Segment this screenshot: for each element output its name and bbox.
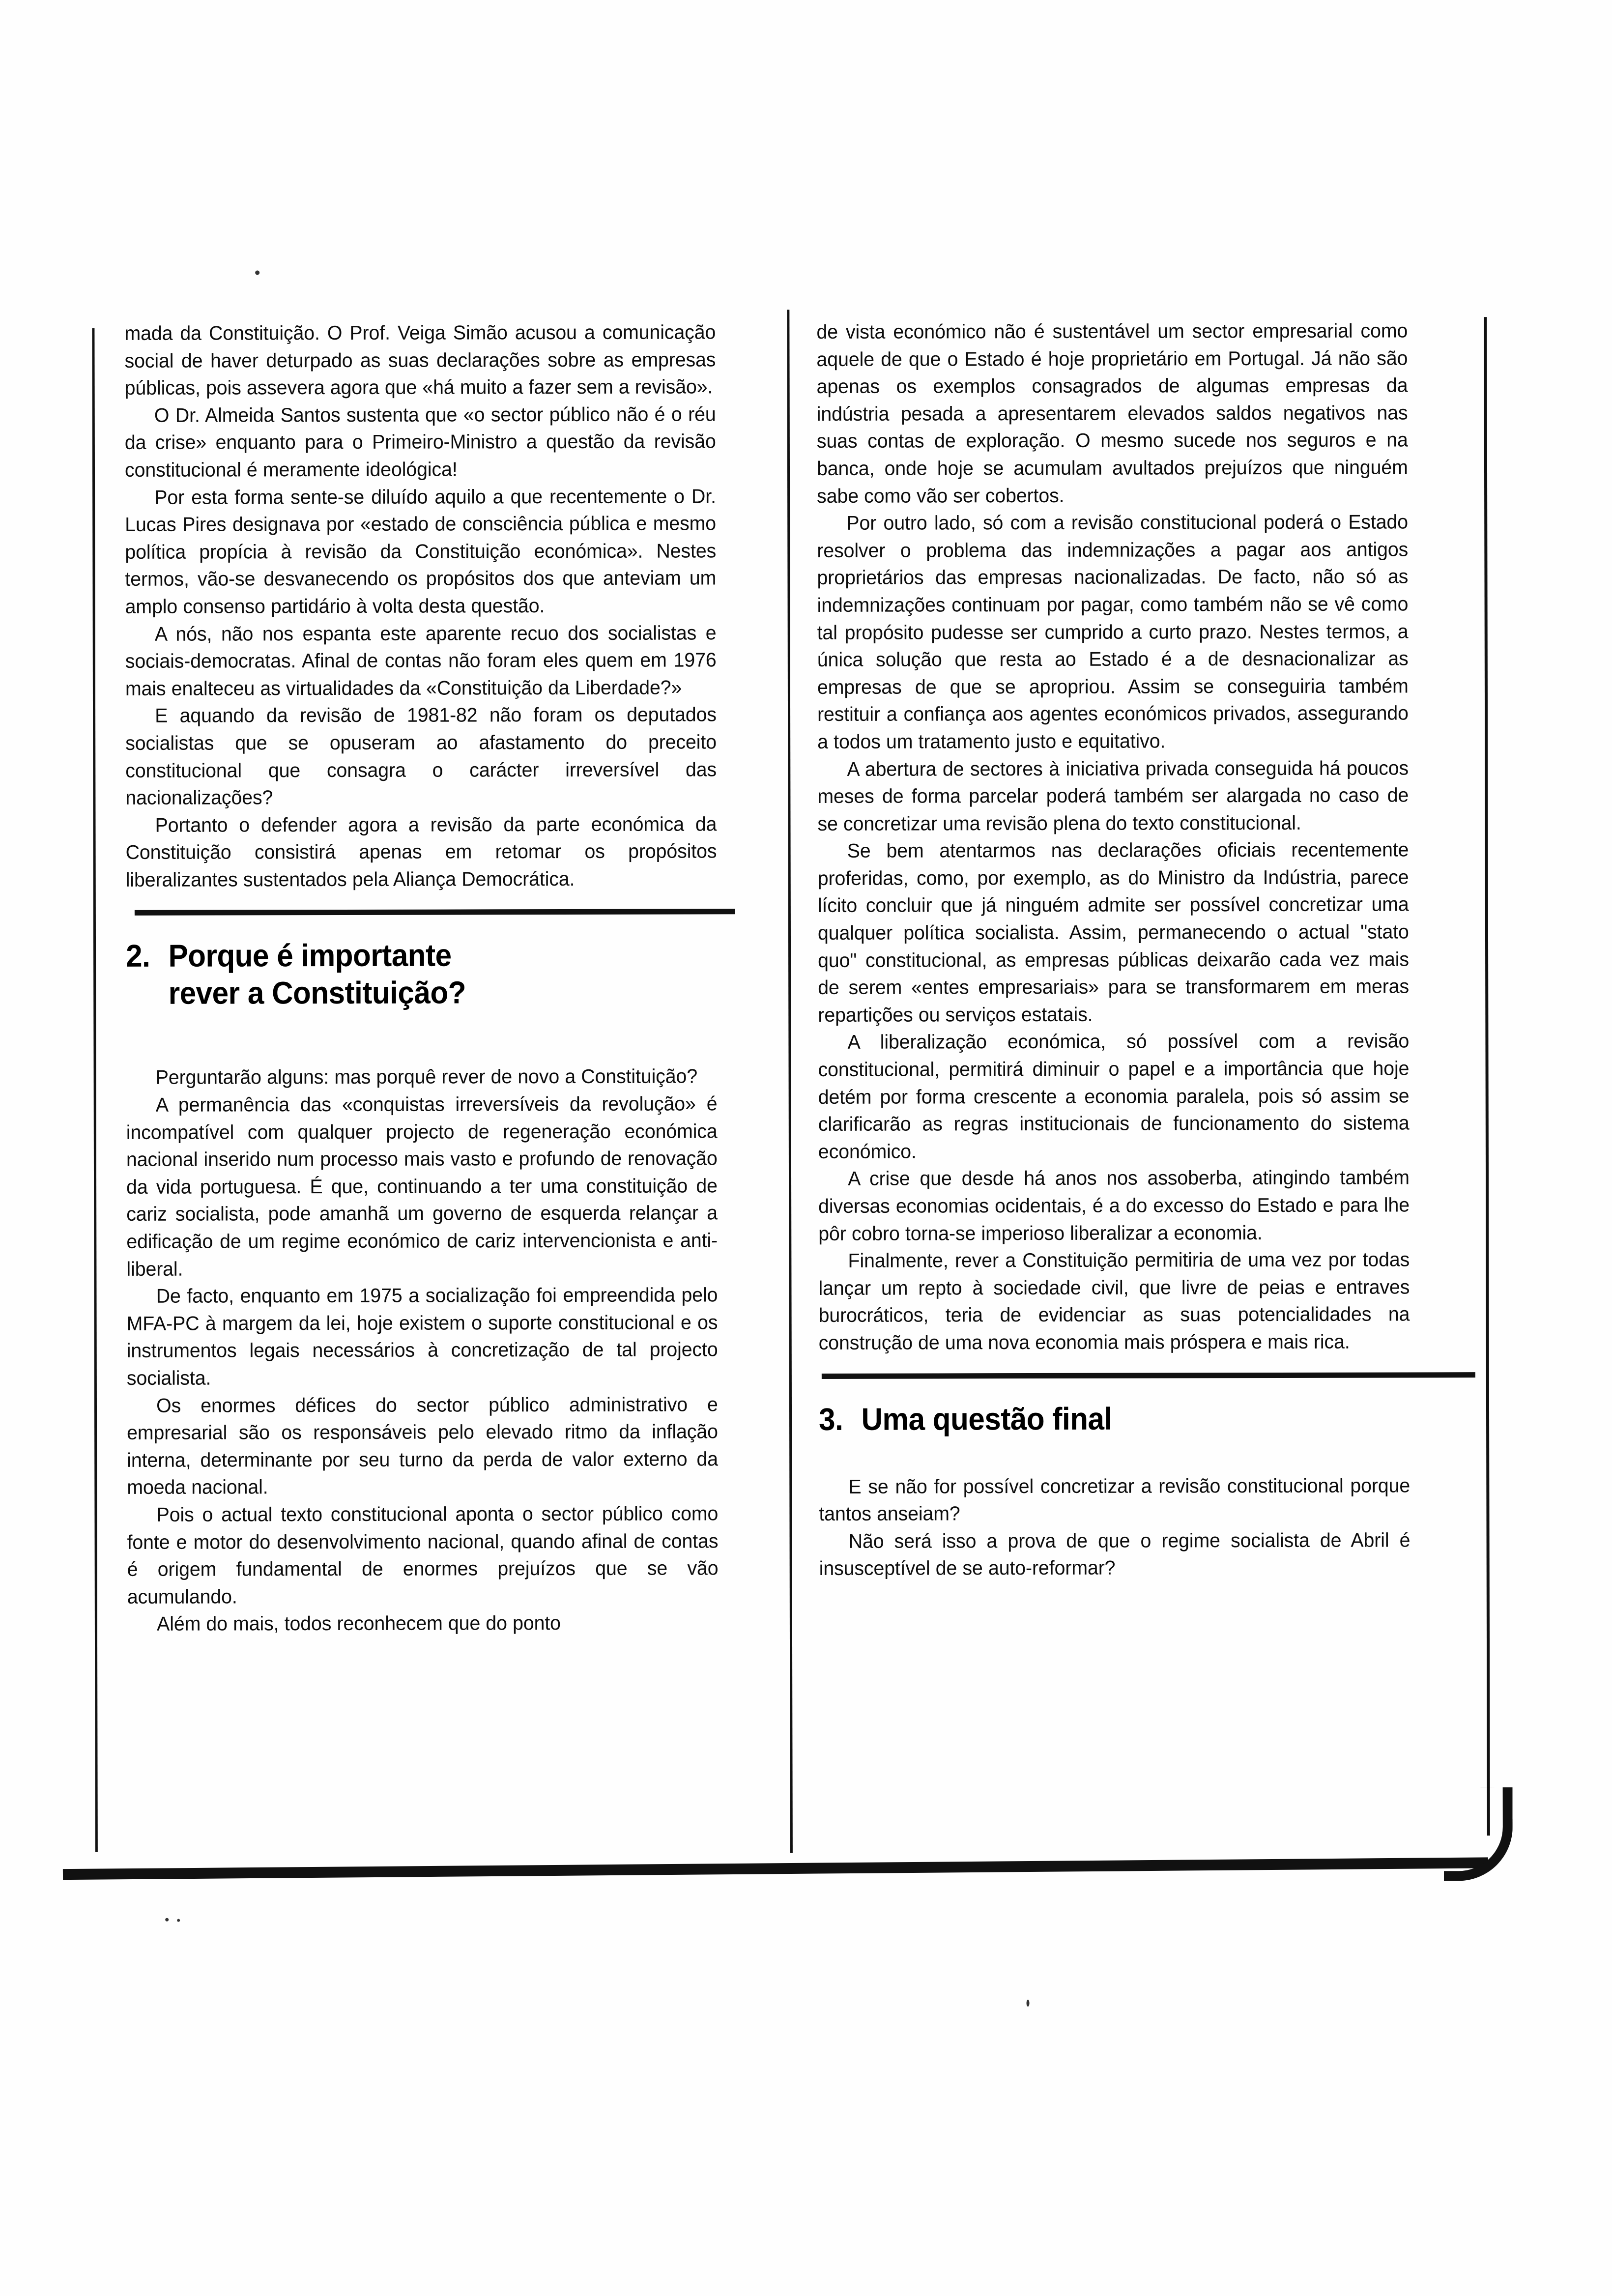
- paragraph: de vista económico não é sustentável um sector empresarial como aquele de que o Estado é hoje proprietário em Portugal. Já não são apenas os exemplos consagrados de algumas empresas da indústria pesada a apresentarem elevados saldos negativos nas suas contas de exploração. O mesmo sucede nos seguros e na banca, onde hoje se acumulam avultados prejuízos que ninguém sabe como vão ser cobertos.: [816, 319, 1408, 507]
- paragraph: De facto, enquanto em 1975 a socialização foi empreendida pelo MFA-PC à margem da lei, hoje existem o suporte constitucional e os instrumentos legais necessários à concretização de tal projecto socialista.: [126, 1283, 718, 1389]
- page-left-border-rule: [92, 328, 97, 1852]
- paragraph: Se bem atentarmos nas declarações oficiais recentemente proferidas, como, por exemplo, as do Ministro da Indústria, parece lícito concluir que já ninguém admite ser possível concretizar uma qualquer política socialista. Assim, permanecendo o actual "stato quo" constitucional, as empresas públicas deixarão cada vez mais de serem «entes empresariais» para se transformarem em meras repartições ou serviços estatais.: [817, 838, 1410, 1026]
- paragraph: mada da Constituição. O Prof. Veiga Simão acusou a comunicação social de haver deturpado as suas declarações sobre as empresas públicas, pois assevera agora que «há muito a fazer sem a revisão».: [124, 320, 716, 400]
- section-3-title-line-1: Uma questão final: [861, 1401, 1112, 1437]
- paragraph: Por esta forma sente-se diluído aquilo a que recentemente o Dr. Lucas Pires designava por «estado de consciência pública e mesmo política propícia à revisão da Constituição económica». Nestes termos, vão-se desvanecendo os propósitos dos que anteviam um amplo consenso partidário à volta desta questão.: [125, 484, 717, 618]
- section-divider-rule: [135, 909, 735, 916]
- paragraph: E aquando da revisão de 1981-82 não foram os deputados socialistas que se opuseram ao afastamento do preceito constitucional que consagra o carácter irreversível das nacionalizações?: [125, 703, 717, 809]
- section-2-title-line-2: rever a Constituição?: [168, 975, 466, 1011]
- paragraph: Por outro lado, só com a revisão constitucional poderá o Estado resolver o problema das indemnizações a pagar aos antigos proprietários das empresas nacionalizadas. De facto, não só as indemnizações continuam por pagar, como também não se vê como tal propósito pudesse ser cumprido a curto prazo. Nestes termos, a única solução que resta ao Estado é a de desnacionalizar as empresas de que se apropriou. Assim se conseguiria também restituir a confiança aos agentes económicos privados, assegurando a todos um tratamento justo e equitativo.: [817, 510, 1409, 753]
- paragraph: Pois o actual texto constitucional aponta o sector público como fonte e motor do desenvolvimento nacional, quando afinal de contas é origem fundamental de enormes prejuízos que se vão acumulando.: [127, 1502, 719, 1608]
- paragraph: A crise que desde há anos nos assoberba, atingindo também diversas economias ocidentais, é a do excesso do Estado e para lhe pôr cobro torna-se imperioso liberalizar a economia.: [818, 1166, 1410, 1245]
- paragraph: O Dr. Almeida Santos sustenta que «o sector público não é o réu da crise» enquanto para o Primeiro-Ministro a questão da revisão constitucional é meramente ideológica!: [124, 402, 716, 481]
- paragraph: Não será isso a prova de que o regime socialista de Abril é insusceptível de se auto-reformar?: [819, 1528, 1410, 1580]
- paragraph: Os enormes défices do sector público administrativo e empresarial são os responsáveis pelo elevado ritmo da inflação interna, determinante por seu turno da perda de valor externo da moeda nacional.: [127, 1392, 719, 1499]
- scan-speck: [1027, 2000, 1030, 2007]
- page-right-border-rule: [1484, 317, 1490, 1836]
- paragraph: Portanto o defender agora a revisão da parte económica da Constituição consistirá apenas em retomar os propósitos liberalizantes sustentados pela Aliança Democrática.: [125, 812, 717, 891]
- paragraph: E se não for possível concretizar a revisão constitucional porque tantos anseiam?: [819, 1473, 1410, 1525]
- left-text-column: [124, 318, 737, 1638]
- scan-speck: [177, 1919, 180, 1922]
- page-bottom-rule: [63, 1857, 1488, 1880]
- section-2-heading: [126, 936, 699, 1012]
- section-2-title-line-1: Porque é importante: [168, 937, 452, 974]
- scan-speck: [255, 270, 259, 275]
- paragraph: Além do mais, todos reconhecem que do ponto: [157, 1611, 561, 1636]
- column-divider-rule: [787, 310, 793, 1853]
- paragraph: A liberalização económica, só possível com a revisão constitucional, permitirá diminuir o papel e a importância que hoje detém por forma crescente a economia paralela, pois só assim se clarificarão as regras institucionais de funcionamento do sistema económico.: [818, 1029, 1410, 1163]
- paragraph: A abertura de sectores à iniciativa privada conseguida há poucos meses de forma parcelar poderá também ser alargada no caso de se concretizar uma revisão plena do texto constitucional.: [817, 756, 1409, 835]
- page-bottom-right-corner-rule: [1444, 1787, 1513, 1881]
- paragraph: A permanência das «conquistas irreversíveis da revolução» é incompatível com qualquer projecto de regeneração económica nacional inserido num processo mais vasto e profundo de renovação da vida portuguesa. É que, continuando a ter uma constituição de cariz socialista, pode amanhã um governo de esquerda relançar a edificação de um regime económico de cariz intervencionista e anti-liberal.: [126, 1092, 718, 1280]
- paragraph: A nós, não nos espanta este aparente recuo dos socialistas e sociais-democratas. Afinal de contas não foram eles quem em 1976 mais enalteceu as virtualidades da «Constituição da Liberdade?»: [125, 621, 717, 700]
- section-3-heading: [819, 1399, 1392, 1437]
- right-text-column: [816, 317, 1428, 1582]
- scan-speck: [165, 1918, 169, 1922]
- paragraph: Perguntarão alguns: mas porquê rever de novo a Constituição?: [155, 1064, 698, 1089]
- paragraph: Finalmente, rever a Constituição permitiria de uma vez por todas lançar um repto à sociedade civil, que livre de peias e entraves burocráticos, teria de evidenciar as suas potencialidades na construção de uma nova economia mais próspera e mais rica.: [818, 1248, 1410, 1354]
- section-2-number: 2.: [125, 938, 150, 974]
- section-divider-rule: [822, 1372, 1475, 1379]
- section-3-number: 3.: [818, 1401, 843, 1437]
